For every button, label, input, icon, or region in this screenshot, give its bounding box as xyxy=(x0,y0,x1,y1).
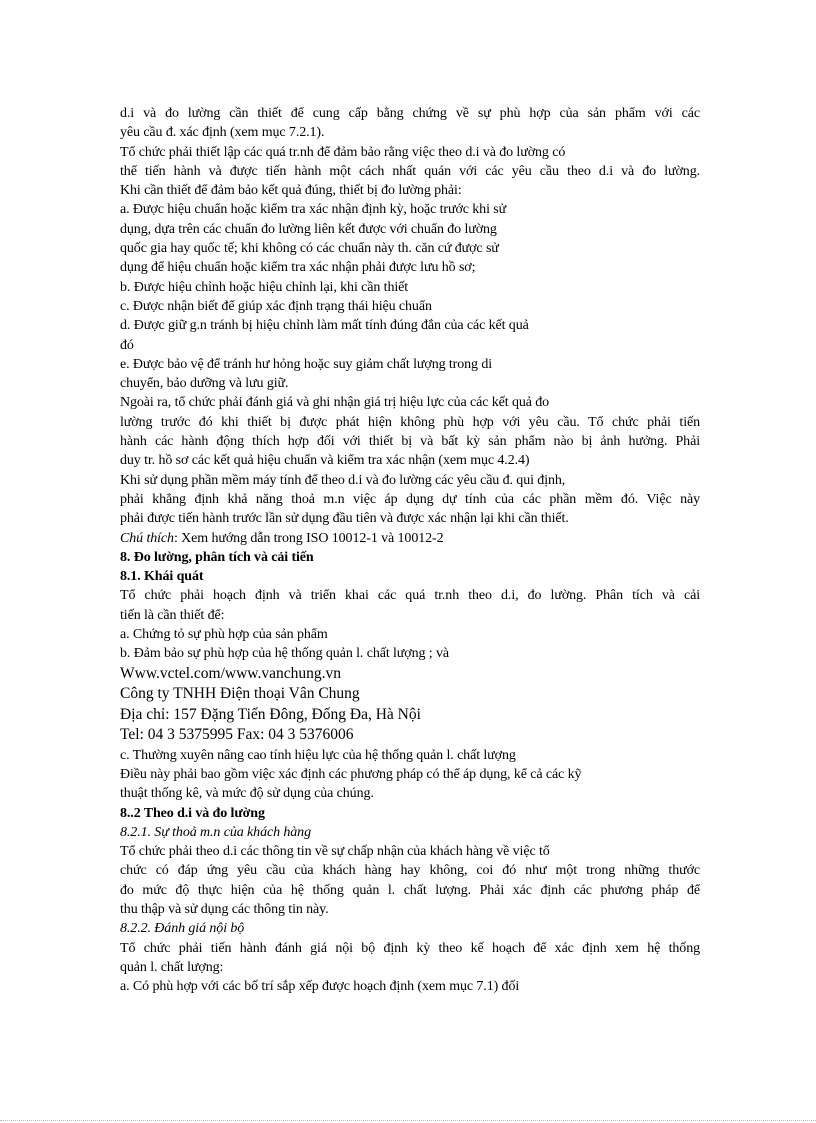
list-item: đó xyxy=(120,337,134,353)
paragraph-line: Tổ chức phải thiết lập các quá tr.nh để đảm bảo rằng việc theo d.i và đo lường có xyxy=(120,144,566,160)
list-item: c. Được nhận biết để giúp xác định trạng thái hiệu chuẩn xyxy=(120,298,432,314)
note-label: Chú thích xyxy=(120,530,174,546)
note-text: : Xem hướng dẫn trong ISO 10012-1 và 10012-2 xyxy=(173,530,444,546)
section-heading: 8..2 Theo d.i và đo lường xyxy=(120,805,265,821)
ad-address: Địa chỉ: 157 Đặng Tiến Đông, Đống Đa, Hà Nội xyxy=(120,705,421,723)
paragraph-line: thu thập và sử dụng các thông tin này. xyxy=(120,901,329,917)
paragraph-line: duy tr. hồ sơ các kết quả hiệu chuẩn và kiểm tra xác nhận (xem mục 4.2.4) xyxy=(120,453,530,469)
paragraph-line: phải khẳng định khả năng thoả m.n việc áp dụng dự tính của các phần mềm đó. Việc này xyxy=(120,491,700,507)
section-heading: 8. Đo lường, phân tích và cải tiến xyxy=(120,549,314,565)
document-page xyxy=(120,104,700,996)
list-item: chuyển, bảo dưỡng và lưu giữ. xyxy=(120,376,289,392)
list-item: dụng, dựa trên các chuẩn đo lường liên kết được với chuẩn đo lường xyxy=(120,221,497,237)
paragraph-line: phải được tiến hành trước lần sử dụng đầu tiên và được xác nhận lại khi cần thiết. xyxy=(120,511,569,527)
paragraph-line: hành các hành động thích hợp đối với thiết bị và bất kỳ sản phẩm nào bị ảnh hưởng. Phải xyxy=(120,434,700,450)
note-line xyxy=(120,529,700,548)
paragraph-line: Tổ chức phải theo d.i các thông tin về sự chấp nhận của khách hàng về việc tổ xyxy=(120,844,550,860)
list-item: a. Được hiệu chuẩn hoặc kiểm tra xác nhận định kỳ, hoặc trước khi sử xyxy=(120,202,507,218)
list-item: c. Thường xuyên nâng cao tính hiệu lực của hệ thống quản l. chất lượng xyxy=(120,747,516,763)
paragraph-line: Ngoài ra, tổ chức phải đánh giá và ghi nhận giá trị hiệu lực của các kết quả đo xyxy=(120,395,550,411)
ad-company-name: Công ty TNHH Điện thoại Vân Chung xyxy=(120,685,360,703)
paragraph-line: quản l. chất lượng: xyxy=(120,959,224,975)
paragraph-line: Tổ chức phải hoạch định và triển khai các quá tr.nh theo d.i, đo lường. Phân tích và cải xyxy=(120,588,700,604)
paragraph-line: Tổ chức phải tiến hành đánh giá nội bộ định kỳ theo kế hoạch để xác định xem hệ thống xyxy=(120,940,700,956)
subsection-heading: 8.2.2. Đánh giá nội bộ xyxy=(120,921,245,937)
paragraph-line: Khi sử dụng phần mềm máy tính để theo d.i và đo lường các yêu cầu đ. qui định, xyxy=(120,472,566,488)
list-item: a. Có phù hợp với các bố trí sắp xếp được hoạch định (xem mục 7.1) đối xyxy=(120,979,520,995)
ad-phone: Tel: 04 3 5375995 Fax: 04 3 5376006 xyxy=(120,726,354,744)
paragraph-line: d.i và đo lường cần thiết để cung cấp bằng chứng về sự phù hợp của sản phẩm với các xyxy=(120,106,700,121)
paragraph-line: đo mức độ thực hiện của hệ thống quản l. chất lượng. Phải xác định các phương pháp để xyxy=(120,882,700,898)
paragraph-line: thuật thống kê, và mức độ sử dụng của chúng. xyxy=(120,786,374,802)
list-item: b. Đảm bảo sự phù hợp của hệ thống quản l. chất lượng ; và xyxy=(120,646,450,662)
paragraph-line: Điều này phải bao gồm việc xác định các phương pháp có thể áp dụng, kể cả các kỹ xyxy=(120,766,582,782)
list-item: d. Được giữ g.n tránh bị hiệu chỉnh làm mất tính đúng đắn của các kết quả xyxy=(120,318,529,334)
subsection-heading: 8.1. Khái quát xyxy=(120,569,204,585)
paragraph-line: thể tiến hành và được tiến hành một cách nhất quán với các yêu cầu theo d.i và đo lường. xyxy=(120,163,700,179)
list-item: dụng để hiệu chuẩn hoặc kiểm tra xác nhận phải được lưu hồ sơ; xyxy=(120,260,476,276)
list-item: a. Chứng tỏ sự phù hợp của sản phẩm xyxy=(120,627,328,643)
paragraph-line: tiến là cần thiết để: xyxy=(120,607,225,623)
paragraph-line: chức có đáp ứng yêu cầu của khách hàng hay không, coi đó như một trong những thước xyxy=(120,863,700,879)
paragraph-line: Khi cần thiết để đảm bảo kết quả đúng, thiết bị đo lường phải: xyxy=(120,183,462,199)
page-bottom-divider xyxy=(0,1120,816,1121)
paragraph-line: yêu cầu đ. xác định (xem mục 7.2.1). xyxy=(120,125,325,141)
paragraph-line: lường trước đó khi thiết bị được phát hiện không phù hợp với yêu cầu. Tổ chức phải tiến xyxy=(120,414,700,430)
list-item: quốc gia hay quốc tế; khi không có các chuẩn này th. căn cứ được sử xyxy=(120,241,499,257)
ad-website: Www.vctel.com/www.vanchung.vn xyxy=(120,664,341,682)
list-item: b. Được hiệu chỉnh hoặc hiệu chỉnh lại, khi cần thiết xyxy=(120,279,409,295)
list-item: e. Được bảo vệ để tránh hư hỏng hoặc suy giảm chất lượng trong di xyxy=(120,356,493,372)
subsection-heading: 8.2.1. Sự thoả m.n của khách hàng xyxy=(120,824,311,840)
